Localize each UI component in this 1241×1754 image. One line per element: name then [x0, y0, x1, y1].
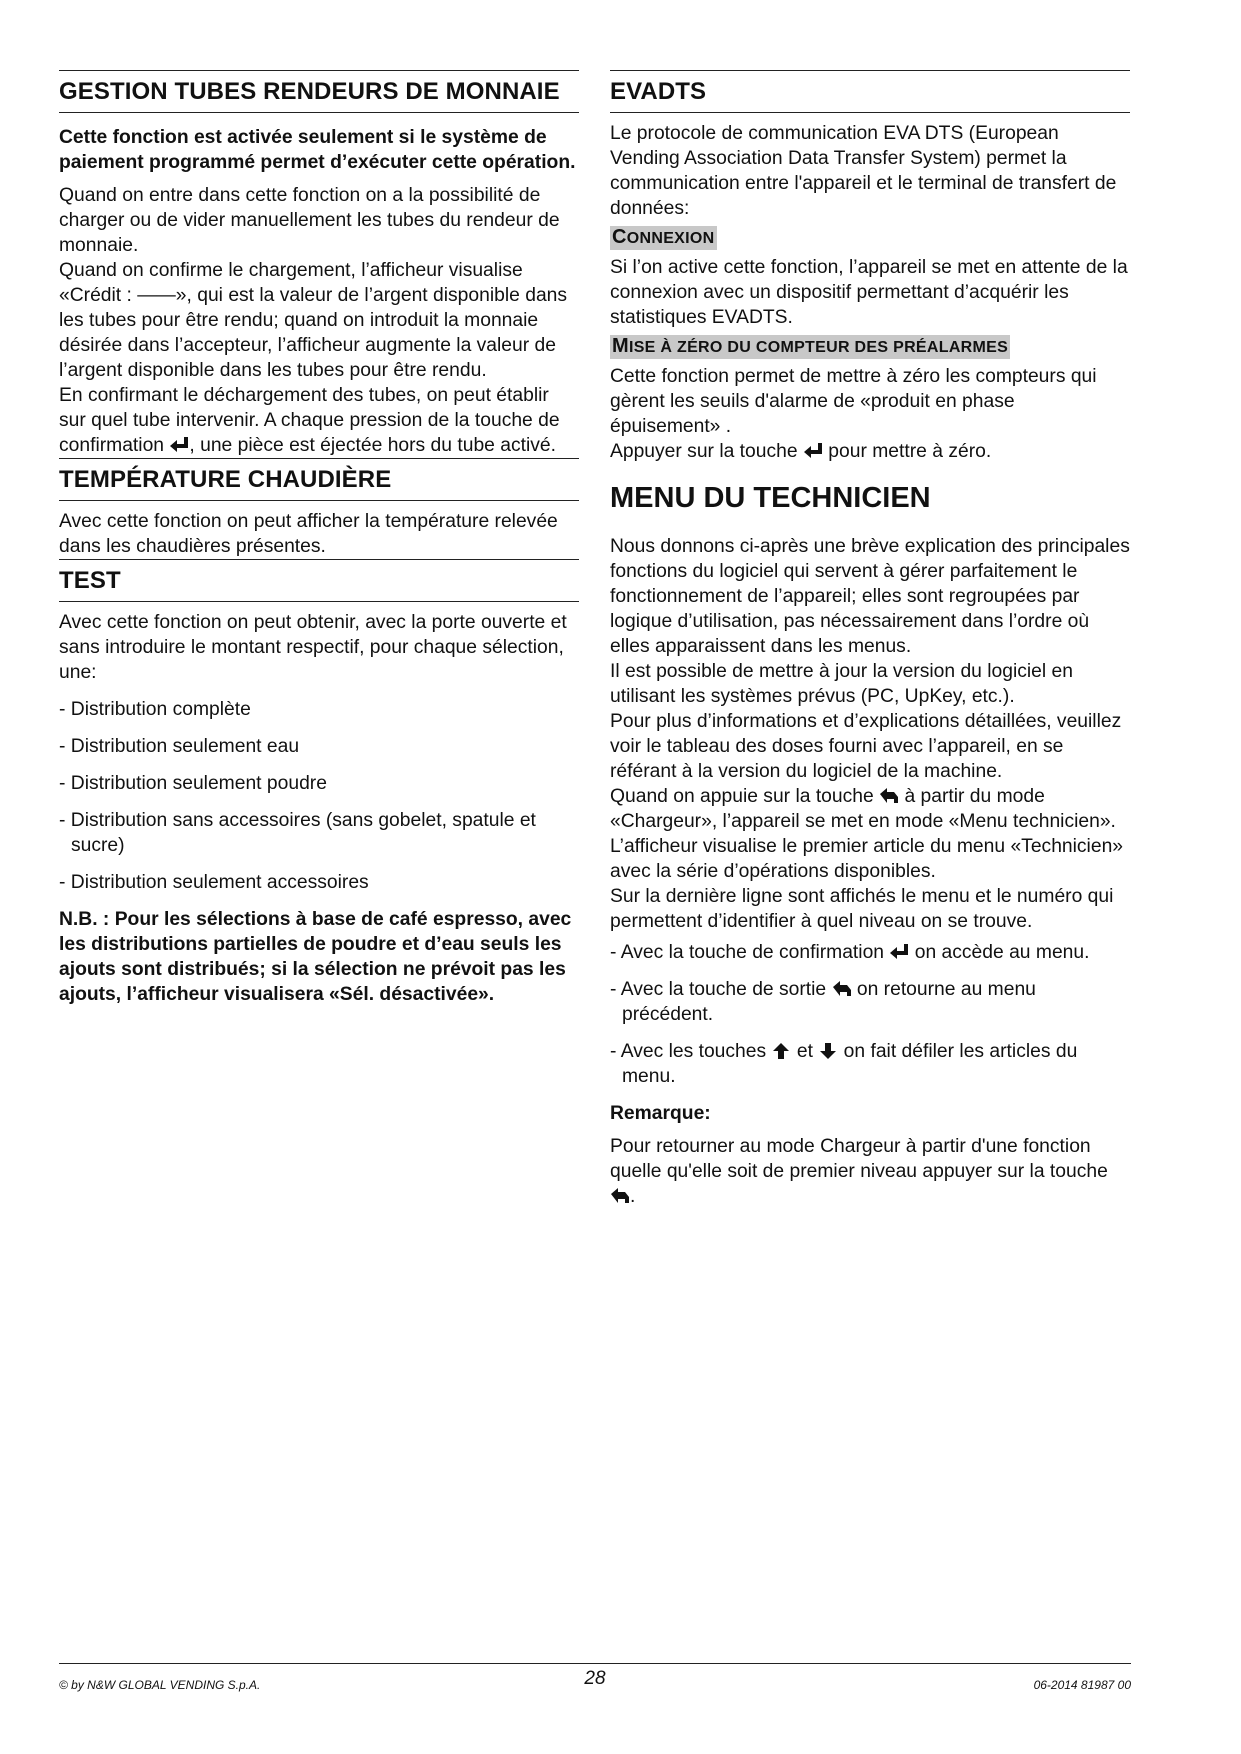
remarque-heading: Remarque:: [610, 1103, 711, 1124]
right-column: [610, 70, 1130, 1209]
back-key-icon: [610, 1187, 630, 1205]
gestion-heading: GESTION TUBES RENDEURS DE MONNAIE: [59, 70, 579, 113]
list-item: [610, 940, 1130, 965]
enter-key-icon: [169, 436, 189, 454]
menu-paragraph-2: Il est possible de mettre à jour la version du logiciel en utilisant les systèmes prévus (PC, UpKey, etc.).: [610, 661, 1073, 707]
li2-end: on retourne au menu précédent.: [622, 979, 1036, 1025]
test-heading: TEST: [59, 559, 579, 602]
mise-instruction-end: pour mettre à zéro.: [828, 441, 992, 462]
back-key-icon: [832, 980, 852, 998]
document-code: 06-2014 81987 00: [1033, 1678, 1131, 1692]
list-item: - Distribution complète: [59, 699, 251, 720]
li1-start: - Avec la touche de confirmation: [610, 942, 885, 963]
evadts-heading: EVADTS: [610, 70, 1130, 113]
menu-paragraph-4-start: Quand on appuie sur la touche: [610, 786, 874, 807]
mise-a-zero-subheading: [610, 335, 1010, 359]
connexion-subheading: [610, 226, 717, 250]
arrow-down-icon: [818, 1042, 838, 1060]
mise-initial: M: [612, 335, 629, 357]
list-item: - Distribution seulement poudre: [59, 773, 327, 794]
gestion-paragraph-3: [59, 383, 579, 458]
left-column: [59, 70, 579, 1007]
nb-note: N.B. : Pour les sélections à base de café espresso, avec les distributions partielles de poudre et d’eau seuls les ajouts sont distribués; si la sélection ne prévoit pas les ajouts, l’afficheur visualisera «Sél. désactivée».: [59, 909, 572, 1005]
menu-paragraph-1: Nous donnons ci-après une brève explication des principales fonctions du logiciel qui servent à gérer parfaitement le fonctionnement de l’appareil; elles sont regroupées par logique d’utilisation, pas nécessairement dans l’ordre où elles apparaissent dans les menus.: [610, 536, 1130, 657]
evadts-paragraph: Le protocole de communication EVA DTS (European Vending Association Data Transfer System) permet la communication entre l'appareil et le terminal de transfert de données:: [610, 123, 1117, 219]
gestion-paragraph-3-start: En confirmant le déchargement des tubes, on peut établir sur quel tube intervenir. A chaque pression de la touche de confirmation: [59, 385, 560, 456]
li3-start: - Avec les touches: [610, 1041, 767, 1062]
test-list: [59, 697, 579, 895]
li3-end: on fait défiler les articles du menu.: [622, 1041, 1078, 1087]
menu-paragraph-5: L’afficheur visualise le premier article du menu «Technicien» avec la série d’opérations disponibles.: [610, 836, 1124, 882]
menu-technicien-heading: MENU DU TECHNICIEN: [610, 482, 931, 514]
connexion-rest: ONNEXION: [626, 230, 715, 247]
mise-a-zero-instruction: [610, 439, 1130, 464]
list-item: - Distribution seulement accessoires: [59, 872, 369, 893]
remarque-start: Pour retourner au mode Chargeur à partir d'une fonction quelle qu'elle soit de premier niveau appuyer sur la touche: [610, 1136, 1108, 1182]
back-key-icon: [879, 787, 899, 805]
gestion-bold-note: Cette fonction est activée seulement si le système de paiement programmé permet d’exécuter cette opération.: [59, 127, 576, 173]
arrow-up-icon: [771, 1042, 791, 1060]
page-footer: [59, 1663, 1131, 1694]
mise-rest: ISE À ZÉRO DU COMPTEUR DES PRÉALARMES: [628, 339, 1009, 356]
enter-key-icon: [889, 943, 909, 961]
li1-end: on accède au menu.: [914, 942, 1090, 963]
page-number: 28: [584, 1668, 606, 1689]
mise-a-zero-paragraph: Cette fonction permet de mettre à zéro les compteurs qui gèrent les seuils d'alarme de «produit en phase épuisement» .: [610, 366, 1097, 437]
mise-instruction-start: Appuyer sur la touche: [610, 441, 798, 462]
menu-paragraph-4: [610, 784, 1130, 834]
menu-keys-list: [610, 940, 1130, 1089]
footer-copyright: © by N&W GLOBAL VENDING S.p.A.: [59, 1678, 261, 1692]
remarque-end: .: [630, 1186, 636, 1207]
list-item: - Distribution seulement eau: [59, 736, 300, 757]
test-paragraph: Avec cette fonction on peut obtenir, avec la porte ouverte et sans introduire le montant respectif, pour chaque sélection, une:: [59, 612, 567, 683]
temperature-heading: TEMPÉRATURE CHAUDIÈRE: [59, 458, 579, 501]
list-item: [610, 977, 1130, 1027]
connexion-paragraph: Si l’on active cette fonction, l’appareil se met en attente de la connexion avec un dispositif permettant d’acquérir les statistiques EVADTS.: [610, 257, 1128, 328]
connexion-initial: C: [612, 226, 627, 248]
menu-paragraph-4-end: à partir du mode «Chargeur», l’appareil se met en mode «Menu technicien».: [610, 786, 1116, 832]
li2-start: - Avec la touche de sortie: [610, 979, 827, 1000]
gestion-paragraph-3-end: , une pièce est éjectée hors du tube activé.: [189, 435, 556, 456]
gestion-paragraph-1: Quand on entre dans cette fonction on a la possibilité de charger ou de vider manuellement les tubes du rendeur de monnaie.: [59, 185, 560, 256]
list-item: [610, 1039, 1130, 1089]
remarque-paragraph: [610, 1134, 1130, 1209]
menu-paragraph-3: Pour plus d’informations et d’explications détaillées, veuillez voir le tableau des doses fourni avec l’appareil, en se référant à la version du logiciel de la machine.: [610, 711, 1122, 782]
temperature-paragraph: Avec cette fonction on peut afficher la température relevée dans les chaudières présentes.: [59, 511, 558, 557]
enter-key-icon: [803, 442, 823, 460]
menu-paragraph-6: Sur la dernière ligne sont affichés le menu et le numéro qui permettent d’identifier à quel niveau on se trouve.: [610, 886, 1114, 932]
list-item: - Distribution sans accessoires (sans gobelet, spatule et sucre): [59, 810, 536, 856]
gestion-paragraph-2: Quand on confirme le chargement, l’afficheur visualise «Crédit : ——», qui est la valeur de l’argent disponible dans les tubes pour être rendu; quand on introduit la monnaie désirée dans l’accepteur, l’afficheur augmente la valeur de l’argent disponible dans les tubes pour être rendu.: [59, 260, 568, 381]
li3-mid: et: [796, 1041, 813, 1062]
